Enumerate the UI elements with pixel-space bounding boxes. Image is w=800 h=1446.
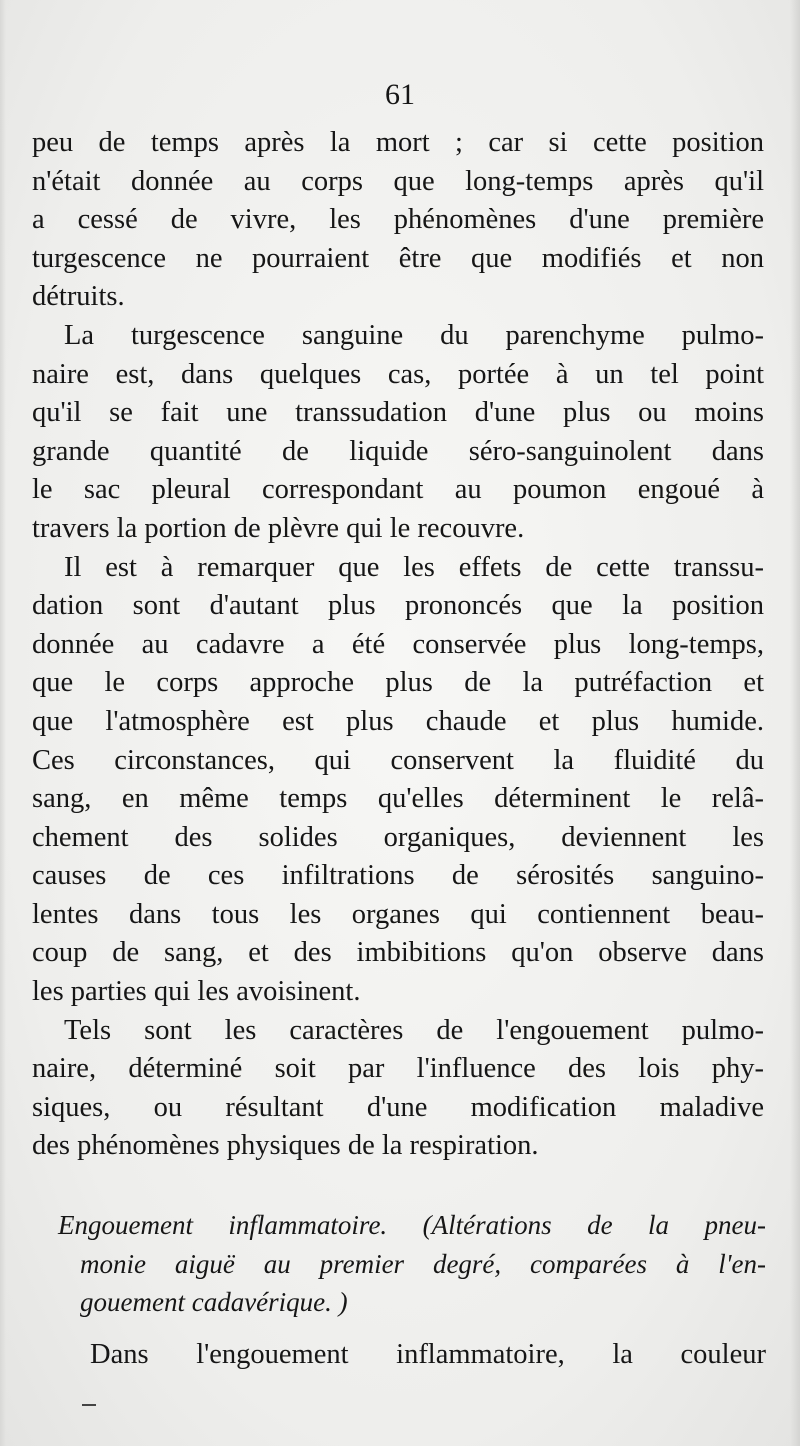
text-line: que l'atmosphère est plus chaude et plus humide. [32, 705, 764, 737]
text-line: n'était donnée au corps que long-temps après qu'il [32, 165, 764, 197]
text-line: a cessé de vivre, les phénomènes d'une première [32, 204, 764, 236]
text-line: peu de temps après la mort ; car si cette position [32, 127, 764, 158]
text-line: lentes dans tous les organes qui contiennent beau- [32, 898, 764, 930]
text-line: travers la portion de plèvre qui le recouvre. [32, 512, 525, 544]
body-text [32, 124, 764, 1166]
text-line: les parties qui les avoisinent. [32, 976, 361, 1008]
text-line: Il est à remarquer que les effets de cette transsu- [64, 551, 764, 583]
text-line: Ces circonstances, qui conservent la fluidité du [32, 744, 764, 776]
text-line: grande quantité de liquide séro-sanguinolent dans [32, 435, 764, 467]
text-line: causes de ces infiltrations de sérosités sanguino- [32, 860, 764, 892]
text-line: qu'il se fait une transsudation d'une plus ou moins [32, 397, 764, 429]
text-line: turgescence ne pourraient être que modifiés et non [32, 242, 764, 274]
text-line: donnée au cadavre a été conservée plus long-temps, [32, 628, 764, 660]
text-line: des phénomènes physiques de la respiration. [32, 1130, 539, 1162]
text-line: chement des solides organiques, deviennent les [32, 821, 764, 853]
text-line: naire est, dans quelques cas, portée à un tel point [32, 358, 764, 390]
section-heading [58, 1206, 766, 1322]
page-left-shadow [0, 0, 6, 1446]
text-line: siques, ou résultant d'une modification maladive [32, 1091, 764, 1123]
section-heading-line: monie aiguë au premier degré, comparées à l'en- [80, 1248, 766, 1279]
text-line: que le corps approche plus de la putréfaction et [32, 667, 764, 699]
text-line: La turgescence sanguine du parenchyme pulmo- [64, 319, 764, 351]
final-paragraph [90, 1336, 766, 1375]
print-mark [82, 1404, 96, 1406]
section-heading-line: gouement cadavérique. ) [80, 1287, 348, 1318]
text-line: Dans l'engouement inflammatoire, la couleur [90, 1339, 766, 1370]
page-number: 61 [385, 78, 415, 111]
text-line: le sac pleural correspondant au poumon engoué à [32, 474, 764, 506]
text-line: coup de sang, et des imbibitions qu'on observe dans [32, 937, 764, 969]
section-heading-line: Engouement inflammatoire. (Altérations de la pneu- [58, 1210, 766, 1240]
text-line: dation sont d'autant plus prononcés que la position [32, 590, 764, 622]
text-line: naire, déterminé soit par l'influence des lois phy- [32, 1053, 764, 1085]
text-line: Tels sont les caractères de l'engouement pulmo- [64, 1014, 764, 1046]
text-line: sang, en même temps qu'elles déterminent le relâ- [32, 783, 764, 815]
text-line: détruits. [32, 281, 125, 313]
page-right-shadow [790, 0, 800, 1446]
